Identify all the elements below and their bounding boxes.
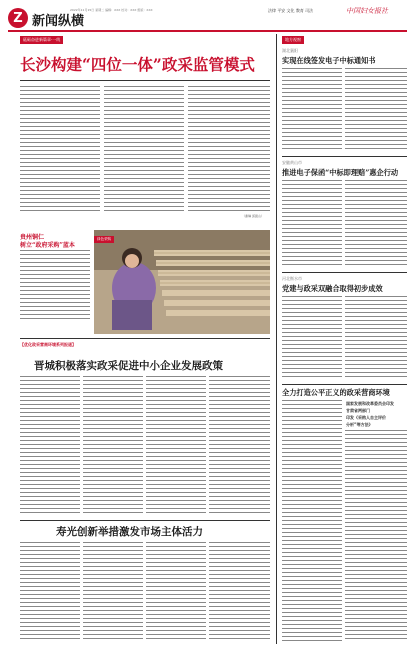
factory-photo — [94, 230, 270, 334]
art4-col-1 — [282, 400, 342, 642]
right-divider-3 — [282, 384, 407, 385]
sidebar-kicker: 贵州铜仁 — [20, 234, 45, 241]
sidebar-body — [20, 250, 90, 320]
art1-kicker: 湖北襄阳 — [282, 48, 298, 53]
sidebar-headline: 树立“政府采购”蓝本 — [20, 242, 75, 249]
art4-col-2 — [345, 430, 407, 642]
jincheng-col-4 — [209, 376, 270, 516]
art2-kicker: 安徽黄山市 — [282, 160, 302, 165]
header-rule — [8, 30, 407, 32]
column-divider — [276, 34, 277, 644]
art2-col-2 — [345, 180, 407, 268]
newspaper-brand: 中国妇女报社 — [346, 7, 388, 15]
right-divider-1 — [282, 156, 407, 157]
jincheng-col-2 — [83, 376, 143, 516]
art3-kicker: 河北衡水市 — [282, 276, 302, 281]
shouguang-col-3 — [146, 542, 206, 642]
art4-sub-3: 印发《采购人自主评价 — [346, 415, 386, 420]
issue-meta: 2022年11月15日 星期二 编辑：XXX 校对：XXX 组版：XXX — [70, 8, 153, 12]
art1-col-1 — [282, 68, 342, 152]
art3-headline: 党建与政采双融合取得初步成效 — [282, 284, 383, 293]
right-divider-2 — [282, 272, 407, 273]
shouguang-headline: 寿光创新举措激发市场主体活力 — [56, 526, 203, 538]
art1-col-2 — [345, 68, 407, 152]
art4-sub-4: 分析”等方法》 — [346, 422, 373, 427]
left-top-tag: 砥砺奋进新篇章·一线 — [20, 36, 63, 44]
jincheng-col-1 — [20, 376, 80, 516]
shouguang-col-4 — [209, 542, 270, 642]
art1-headline: 实现在线签发电子中标通知书 — [282, 56, 376, 65]
art3-col-1 — [282, 296, 342, 380]
art3-col-2 — [345, 296, 407, 380]
series-tag: 【优化政采营商环境系列报道】 — [20, 342, 76, 347]
art4-sub-1: 国家发展和改革委员会印发 — [346, 401, 394, 406]
headline-rule — [20, 80, 270, 81]
jincheng-col-3 — [146, 376, 206, 516]
art2-headline: 推进电子保函“中标即理赔”惠企行动 — [282, 168, 399, 177]
photo-tag: 绿色采购 — [94, 236, 114, 243]
lower-divider — [20, 520, 270, 521]
right-section-labels: 法律 平安 文化 教育 司法 — [268, 8, 314, 13]
right-section-tag: 地方视窗 — [282, 36, 304, 44]
article-body-col-1 — [20, 86, 100, 214]
shouguang-col-1 — [20, 542, 80, 642]
art2-col-1 — [282, 180, 342, 268]
art4-sub-2: 甘肃省两部门 — [346, 408, 370, 413]
jincheng-headline: 晋城积极落实政采促进中小企业发展政策 — [34, 360, 223, 372]
factory-photo-svg — [94, 230, 270, 334]
art4-headline: 全力打造公平正义的政采营商环境 — [282, 388, 390, 397]
article-body-col-2 — [104, 86, 184, 214]
section-divider — [20, 338, 270, 339]
shouguang-col-2 — [83, 542, 143, 642]
section-title: 新闻纵横 — [32, 14, 85, 29]
article-body-col-3 — [188, 86, 270, 214]
byline: （谢琳 邱振山） — [242, 214, 264, 218]
section-logo: Z — [8, 8, 28, 28]
main-headline: 长沙构建“四位一体”政采监管模式 — [20, 55, 255, 74]
